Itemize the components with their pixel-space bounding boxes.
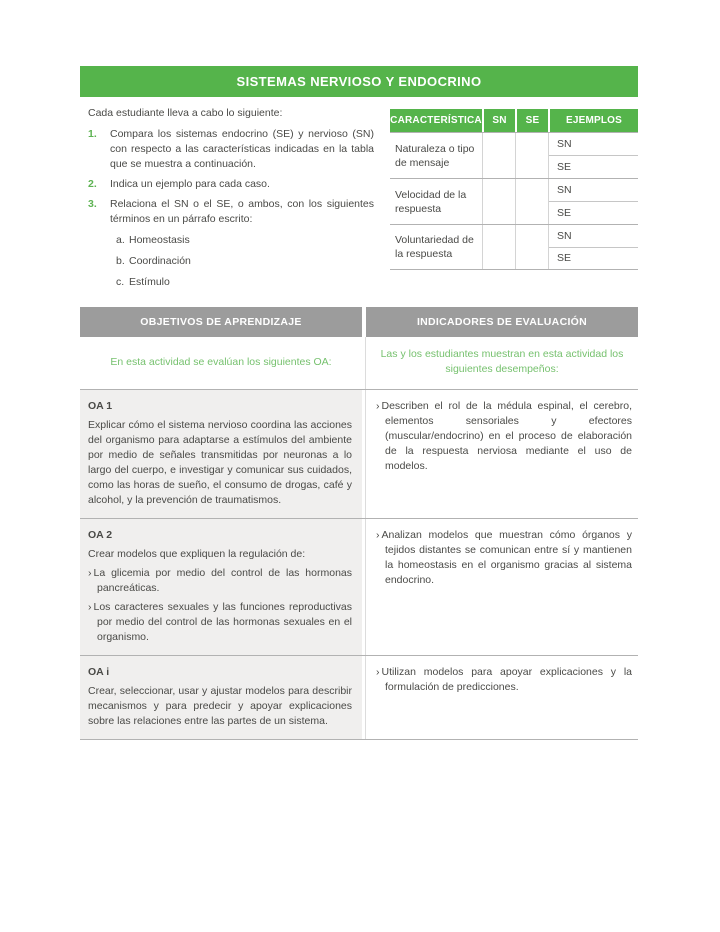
table-row <box>390 224 638 270</box>
header-objetivos: OBJETIVOS DE APRENDIZAJE <box>80 307 362 337</box>
oa-description: Crear modelos que expliquen la regulación de: <box>88 548 306 560</box>
oa-bullet-text: Los caracteres sexuales y las funciones reproductivas por medio del control de las hormonas sexuales en el organismo. <box>93 601 352 643</box>
indicator-item <box>376 528 632 588</box>
header-indicadores: INDICADORES DE EVALUACIÓN <box>366 307 638 337</box>
header-caracteristica: CARACTERÍSTICA <box>390 109 482 132</box>
substep-a <box>116 233 374 248</box>
substep-b <box>116 254 374 269</box>
oa-bullet-item <box>88 566 352 596</box>
subheader-objetivos: En esta actividad se evalúan los siguientes OA: <box>110 355 332 368</box>
oa-description: Crear, seleccionar, usar y ajustar modelos para describir mecanismos y para predecir y apoyar explicaciones sobre las relaciones entre las partes de un sistema. <box>88 685 352 727</box>
comparison-table-header <box>390 109 638 132</box>
indicator-text: Analizan modelos que muestran cómo órganos y tejidos distantes se comunican entre sí y mantienen la homeostasis en el organismo gracias al sistema endocrino. <box>381 529 632 586</box>
bullet-icon: › <box>88 601 92 613</box>
oa-bullet-text: La glicemia por medio del control de las hormonas pancreáticas. <box>93 567 352 594</box>
substep-letter: a. <box>116 234 125 246</box>
examples-cell <box>548 179 638 224</box>
se-answer-cell <box>515 133 548 178</box>
step-number: 1. <box>88 128 97 140</box>
bullet-icon: › <box>88 567 92 579</box>
sn-answer-cell <box>482 225 515 269</box>
substep-letter: b. <box>116 255 125 267</box>
subheader-indicadores: Las y los estudiantes muestran en esta actividad los siguientes desempeños: <box>365 337 638 389</box>
page-title: SISTEMAS NERVIOSO Y ENDOCRINO <box>80 66 638 97</box>
characteristic-label: Naturaleza o tipo de mensaje <box>395 142 475 169</box>
instructions-lead: Cada estudiante lleva a cabo lo siguiente: <box>88 107 283 119</box>
instruction-substeps <box>116 233 374 290</box>
header-se: SE <box>517 109 548 132</box>
oa-description: Explicar cómo el sistema nervioso coordina las acciones del organismo para adaptarse a estímulos del ambiente por medio de señales transmitidas por neuronas a lo largo del cuerpo, e investigar y comunicar sus cuidados, como las horas de sueño, el consumo de drogas, café y alcohol, y la prevención de traumatismos. <box>88 419 352 506</box>
oa-table-header <box>80 307 638 337</box>
comparison-table <box>390 109 638 290</box>
instructions <box>80 106 374 290</box>
substep-text: Coordinación <box>129 255 191 267</box>
example-sn-label: SN <box>549 225 638 248</box>
table-row-oai <box>80 656 638 740</box>
example-sn-label: SN <box>549 179 638 202</box>
indicator-item <box>376 399 632 474</box>
bullet-icon: › <box>376 666 380 678</box>
oa-table-subheader <box>80 337 638 390</box>
se-answer-cell <box>515 225 548 269</box>
oa-table <box>80 307 638 740</box>
table-row-oa2 <box>80 519 638 656</box>
bullet-icon: › <box>376 400 380 412</box>
page-content <box>80 66 638 740</box>
oa1-objective-cell <box>80 390 362 518</box>
examples-cell <box>548 133 638 178</box>
oa-code: OA i <box>88 666 110 678</box>
sn-answer-cell <box>482 179 515 224</box>
sn-answer-cell <box>482 133 515 178</box>
substep-text: Homeostasis <box>129 234 190 246</box>
substep-letter: c. <box>116 276 125 288</box>
example-se-label: SE <box>557 161 572 173</box>
examples-cell <box>548 225 638 269</box>
top-section <box>80 106 638 290</box>
oa2-objective-cell <box>80 519 362 655</box>
instruction-step-3 <box>88 197 374 227</box>
table-row-oa1 <box>80 390 638 519</box>
step-text: Indica un ejemplo para cada caso. <box>110 178 270 190</box>
step-number: 3. <box>88 198 97 210</box>
table-row <box>390 132 638 178</box>
example-se-label: SE <box>557 207 572 219</box>
oa-code: OA 2 <box>88 529 113 541</box>
bullet-icon: › <box>376 529 380 541</box>
header-ejemplos: EJEMPLOS <box>550 109 638 132</box>
substep-text: Estímulo <box>129 276 170 288</box>
step-text: Relaciona el SN o el SE, o ambos, con los siguientes términos en un párrafo escrito: <box>110 198 374 225</box>
indicator-text: Utilizan modelos para apoyar explicaciones y la formulación de predicciones. <box>381 666 632 693</box>
oa2-indicator-cell <box>365 519 638 655</box>
instruction-step-2 <box>88 177 374 192</box>
oa-bullet-item <box>88 600 352 645</box>
step-text: Compara los sistemas endocrino (SE) y nervioso (SN) con respecto a las características indicadas en la tabla que se muestra a continuación. <box>110 128 374 170</box>
example-sn-label: SN <box>549 133 638 156</box>
characteristic-label: Voluntariedad de la respuesta <box>395 234 474 260</box>
oai-indicator-cell <box>365 656 638 739</box>
oa1-indicator-cell <box>365 390 638 518</box>
step-number: 2. <box>88 178 97 190</box>
se-answer-cell <box>515 179 548 224</box>
indicator-item <box>376 665 632 695</box>
characteristic-label: Velocidad de la respuesta <box>395 188 467 215</box>
header-sn: SN <box>484 109 515 132</box>
example-se-label: SE <box>557 252 572 265</box>
indicator-text: Describen el rol de la médula espinal, el cerebro, elementos sensoriales y efectores (muscular/endocrino) en el proceso de elaboración de la respuesta nerviosa mediante el uso de modelos. <box>381 400 632 472</box>
oai-objective-cell <box>80 656 362 739</box>
substep-c <box>116 275 374 290</box>
instruction-step-1 <box>88 127 374 172</box>
oa-code: OA 1 <box>88 400 113 412</box>
table-row <box>390 178 638 224</box>
